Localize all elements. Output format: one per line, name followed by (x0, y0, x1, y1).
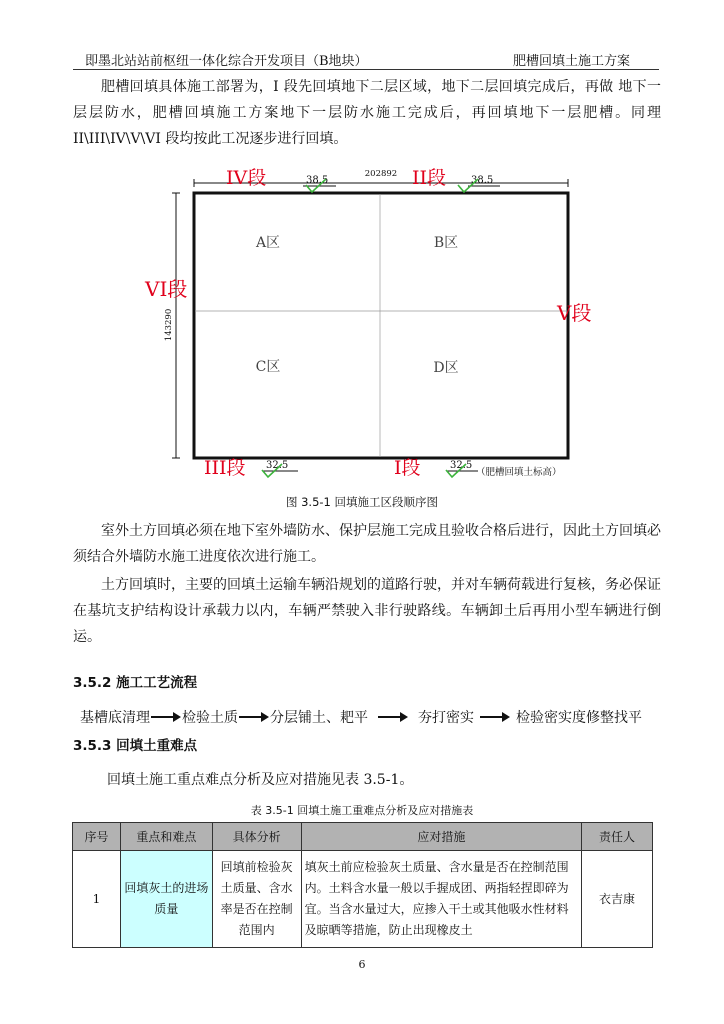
cell-number: 1 (73, 851, 121, 948)
section-352-heading: 3.5.2 施工工艺流程 (73, 675, 198, 691)
flow-step: 检验密实度修整找平 (516, 710, 642, 726)
segment-iv-label: IV段 (226, 167, 267, 189)
segment-vi-label: VI段 (145, 277, 188, 301)
header-project-title: 即墨北站站前枢纽一体化综合开发项目（B地块） (85, 54, 368, 69)
header-document-title: 肥槽回填土施工方案 (513, 54, 631, 69)
segment-v-label: V段 (557, 301, 592, 325)
elevation-note: （肥槽回填土标高） (476, 467, 562, 478)
elevation-top-left: 38.5 (306, 175, 329, 186)
table-caption: 表 3.5-1 回填土施工重难点分析及应对措施表 (250, 804, 474, 817)
arrow-right-icon (480, 712, 510, 722)
flow-step: 检验土质 (182, 710, 238, 726)
table-row (73, 851, 653, 948)
zone-b-label: B区 (433, 235, 459, 251)
backfill-sequence-diagram (0, 0, 724, 500)
segment-ii-label: II段 (412, 167, 447, 189)
figure-caption: 图 3.5-1 回填施工区段顺序图 (285, 495, 439, 509)
paragraph-backfill-deployment: 肥槽回填具体施工部署为，Ⅰ 段先回填地下二层区域，地下二层回填完成后，再做 地下一层层防水，肥槽回填施工方案地下一层防水施工完成后，再回填地下一层肥槽。同理II\III\IV\V\VI 段均按此工况逐步进行回填。 (73, 79, 661, 147)
flow-step: 分层铺土、耙平 (270, 710, 368, 726)
column-header: 序号 (73, 823, 121, 851)
arrow-right-icon (239, 712, 269, 722)
paragraph-vehicle-routing: 土方回填时，主要的回填土运输车辆沿规划的道路行驶，并对车辆荷载进行复核，务必保证在基坑支护结构设计承载力以内，车辆严禁驶入非行驶路线。车辆卸土后再用小型车辆进行倒运。 (73, 577, 661, 645)
elevation-bottom-left: 32.5 (266, 460, 289, 471)
column-header: 应对措施 (301, 823, 581, 851)
elevation-top-right: 38.5 (471, 175, 494, 186)
zone-a-label: A区 (255, 235, 281, 251)
elevation-bottom-right: 32.5 (450, 460, 473, 471)
process-flow (80, 707, 642, 727)
site-outline (194, 193, 568, 458)
column-header: 具体分析 (212, 823, 301, 851)
difficulty-analysis-table (72, 822, 653, 948)
page-number: 6 (358, 958, 366, 971)
height-dimension-label: 143290 (164, 308, 174, 342)
arrow-right-icon (151, 712, 181, 722)
zone-d-label: D区 (433, 360, 459, 376)
paragraph-backfill-conditions: 室外土方回填必须在地下室外墙防水、保护层施工完成且验收合格后进行，因此土方回填必须结合外墙防水施工进度依次进行施工。 (73, 523, 661, 565)
cell-responsible-person: 衣吉康 (582, 851, 653, 948)
zone-c-label: C区 (255, 359, 281, 375)
segment-iii-label: III段 (204, 457, 246, 479)
cell-key-point: 回填灰土的进场质量 (120, 851, 212, 948)
column-header: 重点和难点 (120, 823, 212, 851)
table-header-row (73, 823, 653, 851)
segment-i-label: I段 (394, 457, 421, 479)
table-reference-text: 回填土施工重点难点分析及应对措施见表 3.5-1。 (107, 772, 414, 788)
cell-measure: 填灰土前应检验灰土质量、含水量是否在控制范围内。土料含水量一般以手握成团、两指轻捏即碎为宜。当含水量过大，应掺入干土或其他吸水性材料及晾晒等措施，防止出现橡皮土 (301, 851, 581, 948)
width-dimension-label: 202892 (364, 169, 398, 179)
column-header: 责任人 (582, 823, 653, 851)
flow-step: 夯打密实 (418, 710, 474, 726)
cell-analysis: 回填前检验灰土质量、含水率是否在控制范围内 (212, 851, 301, 948)
section-353-heading: 3.5.3 回填土重难点 (73, 738, 198, 754)
flow-step: 基槽底清理 (80, 710, 150, 726)
arrow-right-icon (378, 712, 408, 722)
